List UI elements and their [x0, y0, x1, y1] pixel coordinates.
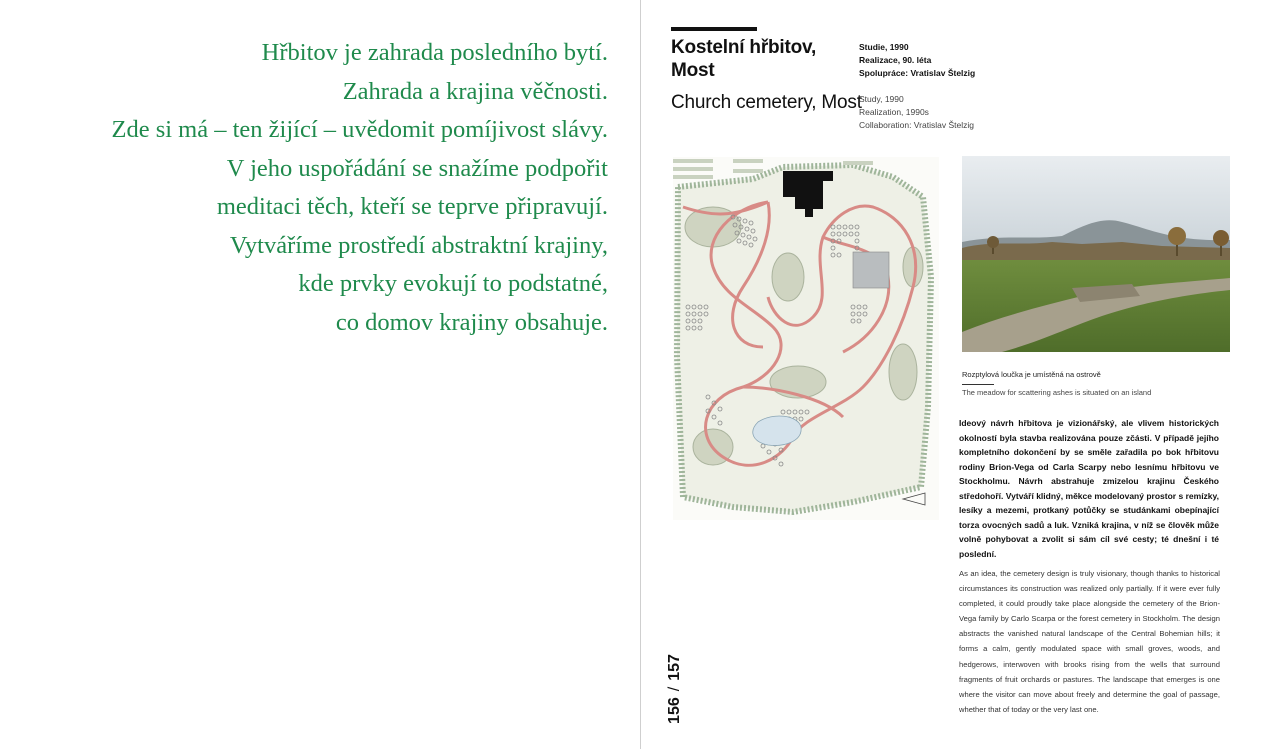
project-meta-cz [859, 41, 975, 80]
meta-collaboration-cz: Spolupráce: Vratislav Štelzig [859, 68, 976, 78]
poem-line: Vytváříme prostředí abstraktní krajiny, [229, 231, 608, 259]
project-title-en: Church cemetery, Most [671, 92, 862, 113]
poem-line: Zde si má – ten žijící – uvědomit pomíjivost slávy. [111, 116, 608, 143]
caption-rule [962, 384, 994, 385]
right-page [641, 0, 1280, 749]
poem-line: V jeho uspořádání se snažíme podpořit [226, 154, 608, 182]
body-text-cz: Ideový návrh hřbitova je vizionářský, ale vlivem historických okolností byla stavba realizována pouze zčásti. V případě jejího kompletního dokončení by se směle zařadila po bok hřbitovu rodiny Brion-Vega od Carla Scarpy nebo lesnímu hřbitovu ve Stockholmu. Návrh abstrahuje zmizelou krajinu Českého středohoří. Vytváří klidný, měkce modelovaný prostor s remízky, lesíky a mezemi, protkaný potůčky se studánkami obepínající torza ovocných sadů a luk. Vzniká krajina, v níž se člověk může volně pohybovat a zvolit si sám cíl své cesty; té dnešní i té poslední. [959, 418, 1219, 559]
page-number-separator: / [666, 686, 683, 692]
project-title-cz: Kostelní hřbitov, Most [671, 37, 817, 81]
meta-realization-cz: Realizace, 90. léta [859, 55, 932, 65]
photo-caption-en: The meadow for scattering ashes is situated on an island [962, 388, 1152, 397]
poem-line: co domov krajiny obsahuje. [335, 308, 608, 336]
page-numbers [663, 650, 687, 728]
site-plan-drawing [673, 157, 939, 520]
page-number-left: 156 [666, 697, 683, 724]
poem-line: kde prvky evokují to podstatné, [298, 270, 608, 297]
poem-line: Hřbitov je zahrada posledního bytí. [261, 39, 608, 66]
page-number-right: 157 [666, 654, 683, 681]
meta-study-cz: Studie, 1990 [859, 42, 909, 52]
title-rule [671, 27, 757, 31]
meta-collaboration-en: Collaboration: Vratislav Štelzig [859, 120, 974, 130]
poem-line: Zahrada a krajina věčnosti. [342, 77, 608, 105]
photo-caption-cz: Rozptylová loučka je umístěná na ostrově [962, 370, 1101, 379]
poem-line: meditaci těch, kteří se teprve připravují. [216, 193, 608, 220]
cemetery-photo [962, 156, 1230, 352]
project-meta-en [859, 93, 974, 132]
poem [48, 34, 608, 342]
body-text-en: As an idea, the cemetery design is truly visionary, though thanks to historical circumstances its construction was realized only partially. If it were ever fully completed, it could proudly take place alongside the cemetery of the Brion-Vega family by Carlo Scarpa or the forest cemetery in Stockholm. The design abstracts the vanished natural landscape of the Central Bohemian hills; it forms a calm, gently modulated space with small groves, woods, and hedgerows, interwoven with brooks rising from the wells that surround fragments of fruit orchards or pastures. The landscape that emerges is one where the visitor can move about freely and determine the goal of passage, whether that of today or the very last one. [959, 569, 1220, 714]
meta-realization-en: Realization, 1990s [859, 107, 929, 117]
meta-study-en: Study, 1990 [859, 94, 904, 104]
